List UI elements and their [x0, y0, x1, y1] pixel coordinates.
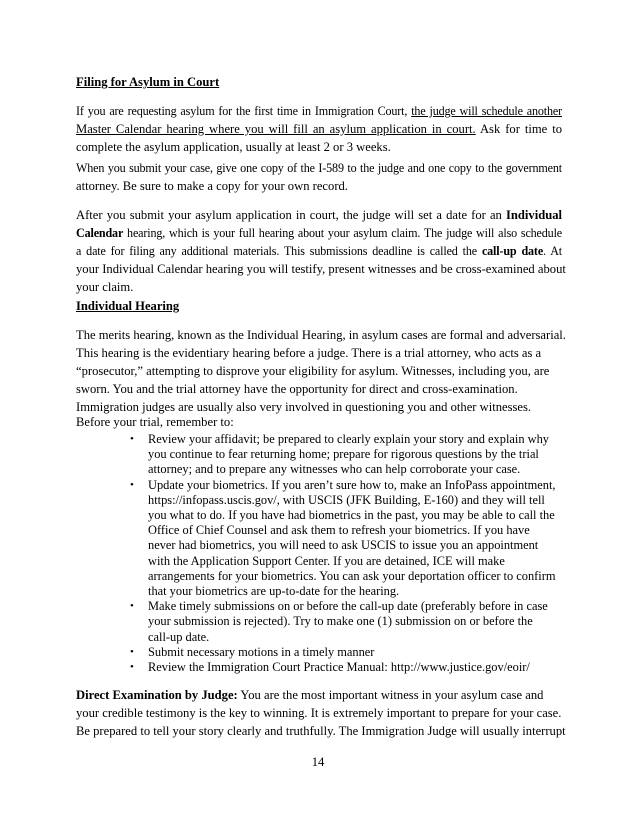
text-line: Before your trial, remember to: [76, 415, 234, 429]
text-line: your submission is rejected). Try to make one (1) submission on or before the [148, 614, 533, 629]
bullet-icon: • [130, 433, 134, 445]
list-item [76, 432, 562, 478]
text-line: Office of Chief Counsel and ask them to refresh your biometrics. If you have [148, 523, 530, 538]
text-line: with the Application Support Center. If you are detained, ICE will make [148, 553, 505, 568]
text-line: sworn. You and the trial attorney have the opportunity for direct and cross-examination. [76, 382, 518, 396]
bullet-icon: • [130, 645, 134, 658]
page-number: 14 [311, 755, 325, 769]
list-item [76, 660, 562, 675]
text-span: Ask for time to [475, 122, 562, 136]
text-line: Make timely submissions on or before the call-up date (preferably before in case [148, 599, 548, 614]
text-line: Immigration judges are usually also very involved in questioning you and other witnesses. [76, 400, 532, 414]
text-line: https://infopass.uscis.gov/, with USCIS (JFK Building, E-160) and they will tell [148, 492, 545, 507]
text-line [76, 102, 562, 120]
text-line: complete the asylum application, usually at least 2 or 3 weeks. [76, 140, 391, 154]
bold-text: Direct Examination by Judge: [76, 688, 238, 702]
list-item [76, 645, 562, 660]
text-line: Be prepared to tell your story clearly and truthfully. The Immigration Judge will usually interrupt [76, 724, 566, 738]
text-line: you what to do. If you have had biometrics in the past, you may be able to call the [148, 508, 555, 523]
text-line [76, 206, 562, 224]
section-heading-individual: Individual Hearing [76, 299, 180, 313]
text-span: If you are requesting asylum for the first time in Immigration Court, [76, 104, 412, 118]
text-line: attorney. Be sure to make a copy for your own record. [76, 179, 348, 193]
text-span: a date for filing any additional materials. This submissions deadline is called the [76, 244, 482, 258]
text-line: you continue to fear returning home; prepare for rigorous questions by the trial [148, 447, 539, 462]
text-line [76, 242, 562, 260]
text-span: hearing, which is your full hearing about your asylum claim. The judge will also schedule [123, 226, 562, 240]
text-line: arrangements for your biometrics. You can ask your deportation officer to confirm [148, 568, 556, 583]
text-span: After you submit your asylum application in court, the judge will set a date for an [76, 208, 506, 222]
bullet-icon: • [130, 478, 134, 491]
text-line: Update your biometrics. If you aren’t sure how to, make an InfoPass appointment, [148, 477, 556, 492]
paragraph-filing-2 [76, 159, 562, 195]
text-line: When you submit your case, give one copy of the I-589 to the judge and one copy to the government [76, 161, 562, 175]
text-line: Review your affidavit; be prepared to clearly explain your story and explain why [148, 432, 549, 446]
bullet-icon: • [130, 661, 134, 674]
text-line: your Individual Calendar hearing you will testify, present witnesses and be cross-examined about [76, 262, 566, 276]
text-line: This hearing is the evidentiary hearing before a judge. There is a trial attorney, who acts as a [76, 346, 542, 360]
list-item [76, 478, 562, 600]
text-line: your claim. [76, 280, 134, 294]
text-line [76, 120, 562, 138]
before-trial-list [76, 432, 562, 675]
paragraph-filing-3 [76, 206, 566, 296]
bold-text: call-up date [481, 244, 544, 258]
paragraph-individual-1 [76, 326, 566, 416]
text-span: . At [543, 244, 562, 258]
section-heading-filing: Filing for Asylum in Court [76, 75, 220, 89]
text-line: “prosecutor,” attempting to disprove your eligibility for asylum. Witnesses, including you, are [76, 364, 550, 378]
text-line: Submit necessary motions in a timely manner [148, 644, 375, 659]
text-line: your credible testimony is the key to winning. It is extremely important to prepare for your case. [76, 706, 562, 720]
bold-text: Individual [505, 208, 562, 222]
list-item [76, 599, 562, 645]
before-trial-intro [76, 413, 562, 431]
text-line: attorney; and to prepare any witnesses who can help corroborate your case. [148, 462, 521, 477]
bullet-icon: • [130, 600, 134, 613]
paragraph-direct-examination [76, 686, 566, 740]
text-line: call-up date. [148, 629, 210, 644]
underlined-text: the judge will schedule another [411, 104, 562, 118]
text-line: never had biometrics, you will need to ask USCIS to issue you an appointment [148, 538, 539, 553]
text-line: Review the Immigration Court Practice Manual: http://www.justice.gov/eoir/ [148, 660, 530, 675]
text-line [76, 224, 562, 242]
underlined-text: Master Calendar hearing where you will fill an asylum application in court. [76, 122, 476, 136]
text-line: The merits hearing, known as the Individual Hearing, in asylum cases are formal and adversarial. [76, 328, 566, 342]
text-line: that your biometrics are up-to-date for the hearing. [148, 584, 400, 599]
paragraph-filing-1 [76, 102, 562, 156]
text-span: You are the most important witness in your asylum case and [237, 688, 544, 702]
bold-text: Calendar [76, 226, 124, 240]
text-line [76, 686, 562, 704]
